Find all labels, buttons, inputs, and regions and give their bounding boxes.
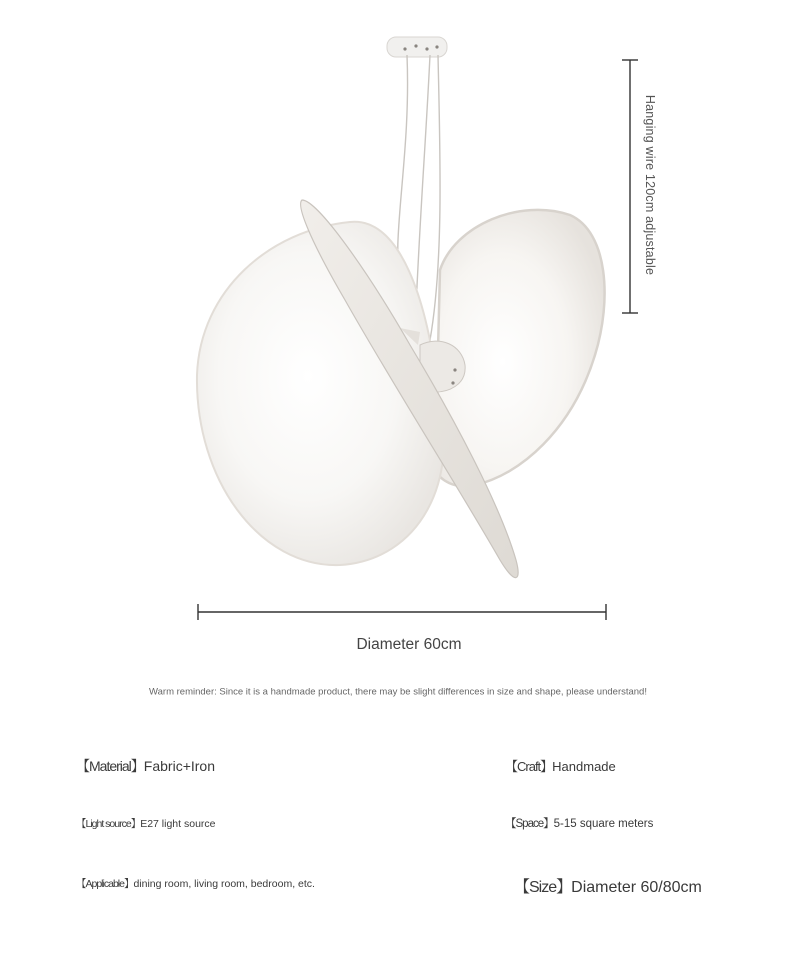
spec-light-source-label: 【Light source】 bbox=[76, 818, 141, 830]
spec-material-label: 【Material】 bbox=[76, 758, 144, 774]
spec-applicable-value: dining room, living room, bedroom, etc. bbox=[133, 878, 315, 890]
spec-size-value: Diameter 60/80cm bbox=[571, 879, 702, 896]
spec-light-source bbox=[76, 816, 216, 831]
spec-craft-label: 【Craft】 bbox=[505, 759, 553, 774]
warm-reminder: Warm reminder: Since it is a handmade product, there may be slight differences in size and shape, please understand! bbox=[149, 686, 647, 698]
spec-material bbox=[76, 756, 215, 776]
spec-material-value: Fabric+Iron bbox=[143, 758, 215, 774]
spec-space-label: 【Space】 bbox=[505, 818, 554, 830]
diameter-dimension-line bbox=[198, 604, 606, 620]
spec-size bbox=[514, 874, 702, 897]
ceiling-canopy bbox=[387, 37, 447, 57]
spec-craft-value: Handmade bbox=[552, 759, 616, 774]
spec-space-value: 5-15 square meters bbox=[553, 818, 654, 830]
hanging-wire-dimension-line bbox=[622, 60, 638, 313]
spec-light-source-value: E27 light source bbox=[140, 818, 216, 830]
spec-applicable-label: 【Applicable】 bbox=[76, 878, 134, 890]
spec-applicable bbox=[76, 876, 315, 891]
diameter-label: Diameter 60cm bbox=[356, 636, 462, 653]
spec-space bbox=[505, 815, 653, 831]
hanging-wire-label: Hanging wire 120cm adjustable bbox=[643, 94, 657, 276]
spec-craft bbox=[505, 756, 616, 775]
spec-size-label: 【Size】 bbox=[514, 879, 572, 896]
